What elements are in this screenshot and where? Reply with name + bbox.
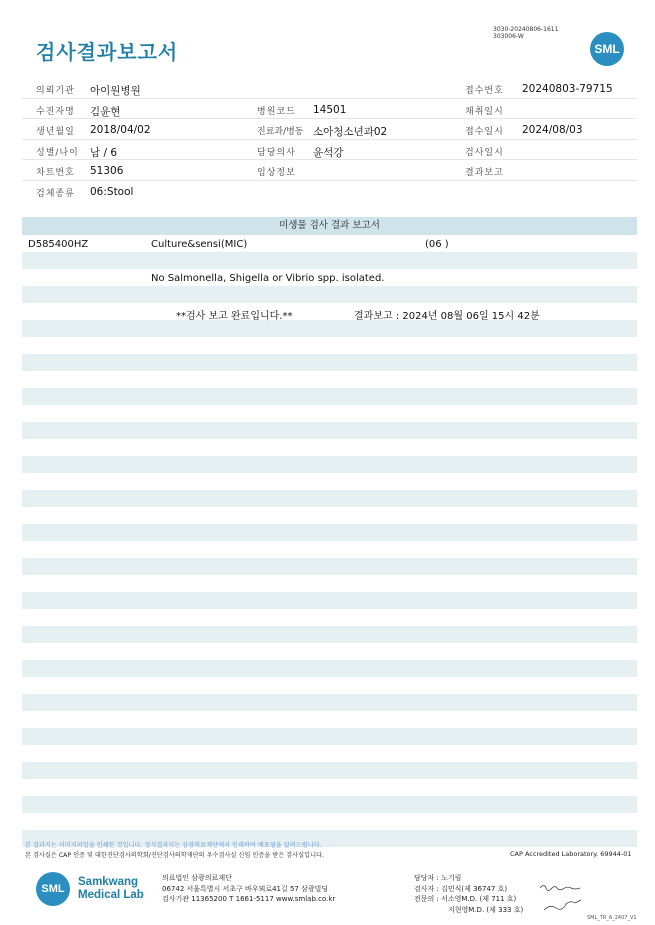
receipt-no-label: 접수번호 <box>465 86 504 96</box>
result-row-band <box>22 558 637 575</box>
result-row-band <box>22 575 637 592</box>
specimen-value: 06:Stool <box>90 185 134 198</box>
result-row-band <box>22 609 637 626</box>
result-row-band <box>22 490 637 507</box>
accreditation-notice: 본 검사실은 CAP 인증 및 대한진단검사의학회/진단검사의학재단의 우수검사실 신임 인증을 받은 검사실입니다. <box>25 852 324 859</box>
result-row-band <box>22 473 637 490</box>
result-row-band <box>22 694 637 711</box>
test-name: Culture&sensi(MIC) <box>151 239 248 250</box>
result-row-band <box>22 439 637 456</box>
result-row-band <box>22 371 637 388</box>
report-complete-message: **검사 보고 완료입니다.** <box>176 311 293 322</box>
hospital-value: 아이원병원 <box>90 85 141 97</box>
chart-value: 51306 <box>90 165 124 178</box>
result-row-band <box>22 524 637 541</box>
result-finding: No Salmonella, Shigella or Vibrio spp. isolated. <box>151 273 385 284</box>
dob-label: 생년월일 <box>36 127 75 138</box>
info-row <box>22 181 637 202</box>
sml-logo: SML <box>590 32 624 66</box>
result-row-band <box>22 660 637 677</box>
cap-accreditation: CAP Accredited Laboratory. 69944-01 <box>510 850 632 858</box>
result-row-band <box>22 762 637 779</box>
doctor-value: 윤석강 <box>313 146 344 159</box>
receipt-date-label: 접수일시 <box>465 127 504 138</box>
chart-label: 차트번호 <box>36 168 75 179</box>
form-code: SML_TR_A_2407_V1 <box>587 915 637 921</box>
image-notice: 본 결과지는 이미지파일을 인쇄한 것입니다. 정식결과지는 삼광의료재단에서 인쇄하여 배포됨을 알려드립니다. <box>25 842 322 849</box>
dob-value: 2018/04/02 <box>90 124 151 137</box>
footer-brand <box>78 876 144 902</box>
result-row-band <box>22 405 637 422</box>
collect-label: 채취일시 <box>465 106 504 117</box>
result-row-band <box>22 796 637 813</box>
result-row-band <box>22 286 637 303</box>
receipt-no-value: 20240803-79715 <box>522 83 613 95</box>
organization-info <box>162 873 335 905</box>
receipt-date-value: 2024/08/03 <box>522 124 583 137</box>
result-row-band <box>22 745 637 762</box>
sex-age-label: 성별/나이 <box>36 147 79 158</box>
result-row-band <box>22 456 637 473</box>
result-section-title: 미생물 검사 결과 보고서 <box>22 217 637 235</box>
info-row <box>22 78 637 99</box>
sex-age-value: 남 / 6 <box>90 146 118 159</box>
result-row-band <box>22 813 637 830</box>
org-address: 06742 서울특별시 서초구 바우뫼로41길 57 삼광빌딩 <box>162 884 329 893</box>
result-row-band <box>22 354 637 371</box>
staff-tester: 검사자 : 김민식(제 36747 호) <box>414 884 508 893</box>
staff-specialist-1: 전문의 : 서소영M.D. (제 711 호) <box>414 895 517 903</box>
test-date-label: 검사일시 <box>465 147 504 158</box>
patient-info-table <box>22 78 637 202</box>
specimen-label: 검체종류 <box>36 188 75 199</box>
report-label: 결과보고 <box>465 168 504 179</box>
clinical-label: 임상정보 <box>257 168 296 179</box>
result-row-band <box>22 337 637 354</box>
result-row-band <box>22 422 637 439</box>
hospital-label: 의뢰기관 <box>36 86 75 96</box>
result-row-band <box>22 252 637 269</box>
result-row-band <box>22 235 637 252</box>
patient-label: 수진자명 <box>36 106 75 117</box>
test-specimen: (06 ) <box>425 239 449 250</box>
report-time: 결과보고 : 2024년 08월 06일 15시 42분 <box>354 311 540 322</box>
staff-specialist-2: 지현영M.D. (제 333 호) <box>448 905 524 914</box>
result-body <box>22 235 637 847</box>
result-row-band <box>22 643 637 660</box>
page-title: 검사결과보고서 <box>36 40 179 64</box>
doctor-label: 담당의사 <box>257 147 296 158</box>
document-code-line-1: 3030-20240806-1611 <box>493 26 559 33</box>
result-row-band <box>22 303 637 320</box>
brand-line-2: Medical Lab <box>78 889 144 901</box>
result-row-band <box>22 388 637 405</box>
info-row <box>22 140 637 161</box>
document-code-line-2: 303006-W <box>493 33 524 40</box>
info-row <box>22 99 637 120</box>
document-code <box>493 26 558 40</box>
staff-manager: 담당자 : 노기림 <box>414 874 462 882</box>
result-row-band <box>22 320 637 337</box>
hospital-code-value: 14501 <box>313 103 347 116</box>
result-row-band <box>22 779 637 796</box>
result-row-band <box>22 626 637 643</box>
hospital-code-label: 병원코드 <box>257 106 296 117</box>
dept-label: 진료과/병동 <box>257 127 304 138</box>
result-row-band <box>22 711 637 728</box>
dept-value: 소아청소년과02 <box>313 126 388 139</box>
info-row <box>22 160 637 181</box>
result-row-band <box>22 592 637 609</box>
org-name: 의료법인 삼광의료재단 <box>162 874 232 882</box>
org-contact: 검사기관 11365200 T 1661-5117 www.smlab.co.kr <box>162 895 336 903</box>
result-row-band <box>22 677 637 694</box>
result-row-band <box>22 507 637 524</box>
brand-line-1: Samkwang <box>78 876 139 888</box>
result-row-band <box>22 728 637 745</box>
result-row-band <box>22 541 637 558</box>
staff-info <box>414 873 523 915</box>
signature-image <box>538 882 588 914</box>
info-row <box>22 119 637 140</box>
footer-sml-logo: SML <box>36 872 70 906</box>
patient-value: 김윤현 <box>90 105 121 118</box>
test-code: D585400HZ <box>28 239 89 250</box>
